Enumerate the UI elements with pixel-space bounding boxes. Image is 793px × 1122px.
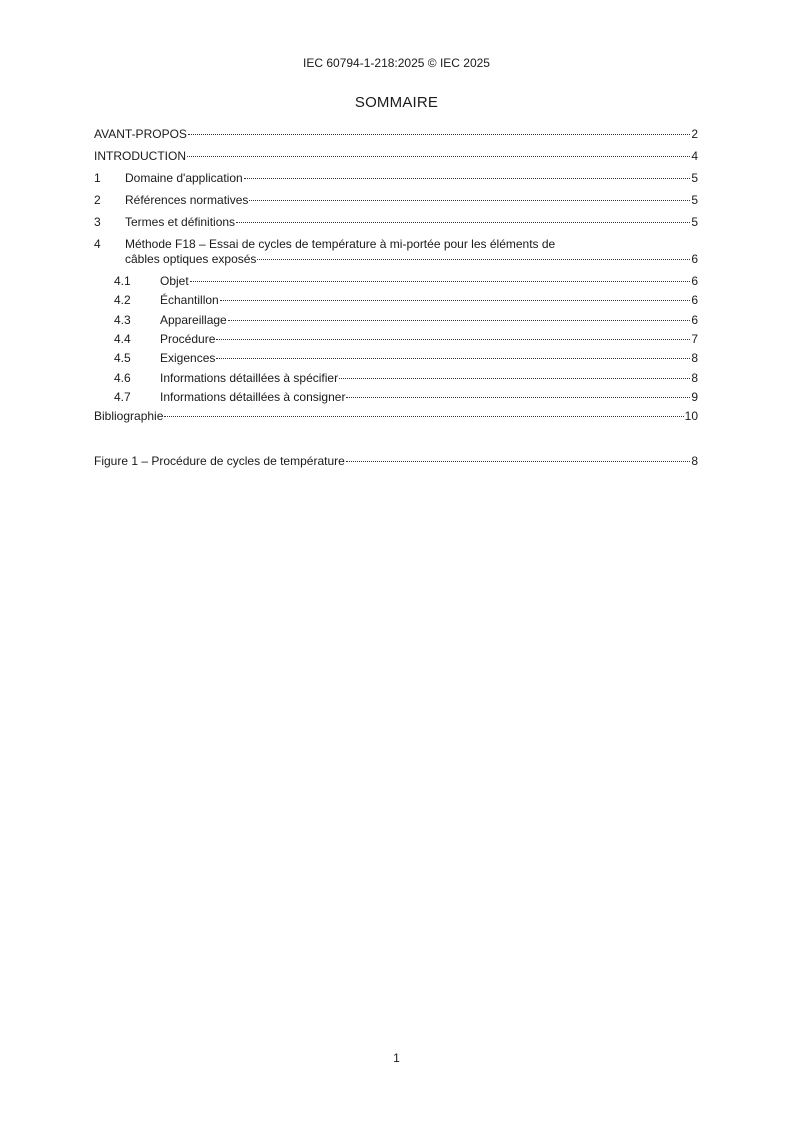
toc-title: Informations détaillées à consigner	[160, 390, 346, 404]
toc-leader	[257, 259, 690, 260]
toc-page: 10	[684, 409, 698, 423]
page-header: IEC 60794-1-218:2025 © IEC 2025	[303, 56, 490, 70]
toc-entry-4-7[interactable]	[114, 389, 698, 405]
toc-number: 4.2	[114, 293, 131, 307]
toc-leader	[346, 397, 690, 398]
page-number: 1	[393, 1051, 400, 1065]
toc-title: INTRODUCTION	[94, 149, 186, 163]
toc-number: 4.4	[114, 332, 131, 346]
figure-title: Figure 1 – Procédure de cycles de température	[94, 454, 345, 468]
page-title: SOMMAIRE	[354, 94, 439, 111]
toc-number: 4.1	[114, 274, 131, 288]
toc-title: Domaine d'application	[125, 171, 243, 185]
toc-title: Objet	[160, 274, 189, 288]
figure-list-entry-1[interactable]	[94, 453, 698, 469]
toc-page: 7	[691, 332, 698, 346]
toc-number: 4.5	[114, 351, 131, 365]
toc-title: Termes et définitions	[125, 215, 236, 229]
toc-entry-1[interactable]	[94, 170, 698, 186]
toc-leader	[164, 416, 683, 417]
toc-entry-4-2[interactable]	[114, 292, 698, 308]
toc-leader	[244, 178, 691, 179]
toc-leader	[346, 461, 691, 462]
toc-number: 3	[94, 215, 101, 229]
toc-entry-4-line2[interactable]	[94, 251, 698, 267]
toc-entry-4-1[interactable]	[114, 273, 698, 289]
toc-title-continued: câbles optiques exposés	[125, 252, 257, 266]
toc-title: Méthode F18 – Essai de cycles de température à mi-portée pour les éléments de	[125, 237, 556, 251]
toc-entry-2[interactable]	[94, 192, 698, 208]
toc-leader	[236, 222, 690, 223]
toc-entry-4-6[interactable]	[114, 370, 698, 386]
toc-page: 6	[691, 252, 698, 266]
toc-leader	[249, 200, 690, 201]
toc-number: 1	[94, 171, 101, 185]
toc-entry-4-3[interactable]	[114, 312, 698, 328]
toc-number: 4	[94, 237, 101, 251]
toc-leader	[190, 281, 691, 282]
toc-page: 6	[691, 313, 698, 327]
toc-entry-bibliographie[interactable]	[94, 408, 698, 424]
toc-entry-introduction[interactable]	[94, 148, 698, 164]
toc-leader	[228, 320, 691, 321]
toc-number: 4.3	[114, 313, 131, 327]
toc-entry-4-line1[interactable]	[94, 236, 555, 252]
toc-page: 9	[691, 390, 698, 404]
toc-entry-4-4[interactable]	[114, 331, 698, 347]
toc-title: Bibliographie	[94, 409, 164, 423]
toc-leader	[188, 134, 690, 135]
toc-title: Références normatives	[125, 193, 249, 207]
toc-title: Échantillon	[160, 293, 219, 307]
toc-leader	[220, 300, 691, 301]
toc-title: AVANT-PROPOS	[94, 127, 187, 141]
toc-title: Informations détaillées à spécifier	[160, 371, 339, 385]
toc-title: Exigences	[160, 351, 216, 365]
toc-title: Appareillage	[160, 313, 227, 327]
toc-entry-4-5[interactable]	[114, 350, 698, 366]
toc-entry-3[interactable]	[94, 214, 698, 230]
toc-page: 5	[691, 215, 698, 229]
toc-page: 5	[691, 193, 698, 207]
toc-leader	[187, 156, 690, 157]
toc-page: 8	[691, 351, 698, 365]
toc-leader	[216, 358, 690, 359]
toc-entry-avant-propos[interactable]	[94, 126, 698, 142]
toc-number: 4.6	[114, 371, 131, 385]
toc-page: 6	[691, 274, 698, 288]
toc-leader	[216, 339, 690, 340]
toc-number: 2	[94, 193, 101, 207]
toc-number: 4.7	[114, 390, 131, 404]
toc-page: 2	[691, 127, 698, 141]
toc-page: 4	[691, 149, 698, 163]
toc-leader	[339, 378, 690, 379]
figure-page: 8	[691, 454, 698, 468]
toc-page: 8	[691, 371, 698, 385]
toc-page: 5	[691, 171, 698, 185]
toc-page: 6	[691, 293, 698, 307]
toc-title: Procédure	[160, 332, 216, 346]
